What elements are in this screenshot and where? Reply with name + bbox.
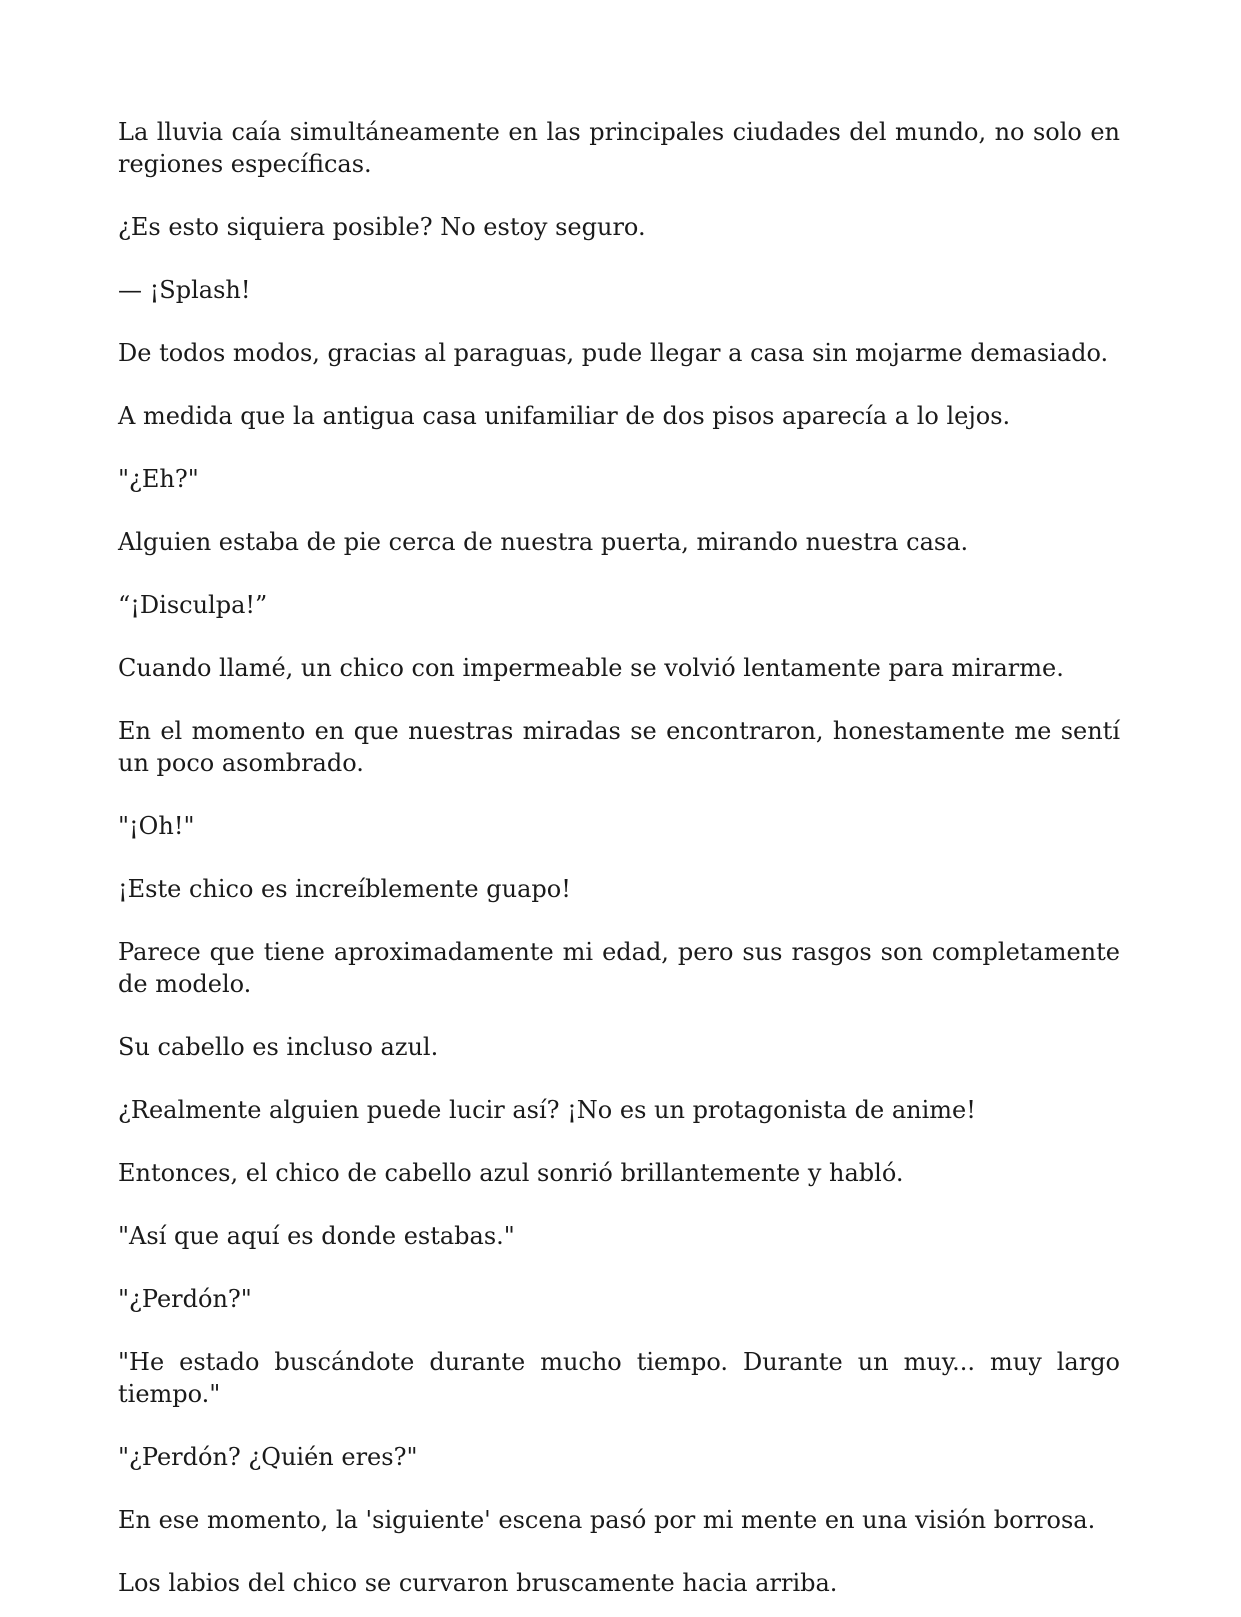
paragraph: "He estado buscándote durante mucho tiempo. Durante un muy... muy largo tiempo." [118, 1348, 1120, 1408]
paragraph: ¿Es esto siquiera posible? No estoy seguro. [118, 213, 646, 241]
paragraph: ¡Este chico es increíblemente guapo! [118, 875, 571, 903]
paragraph: Alguien estaba de pie cerca de nuestra puerta, mirando nuestra casa. [118, 528, 969, 556]
paragraph: "¿Perdón? ¿Quién eres?" [118, 1443, 418, 1471]
paragraph: Su cabello es incluso azul. [118, 1033, 439, 1061]
paragraph: — ¡Splash! [118, 276, 251, 304]
paragraph: "¡Oh!" [118, 812, 195, 840]
paragraph: "Así que aquí es donde estabas." [118, 1222, 515, 1250]
paragraph: ¿Realmente alguien puede lucir así? ¡No es un protagonista de anime! [118, 1096, 976, 1124]
paragraph: A medida que la antigua casa unifamiliar de dos pisos aparecía a lo lejos. [118, 402, 1011, 430]
paragraph: "¿Eh?" [118, 465, 199, 493]
paragraph: “¡Disculpa!” [118, 591, 268, 619]
paragraph: La lluvia caía simultáneamente en las principales ciudades del mundo, no solo en regiones específicas. [118, 118, 1120, 178]
paragraph: En el momento en que nuestras miradas se encontraron, honestamente me sentí un poco asombrado. [118, 717, 1120, 777]
paragraph: En ese momento, la 'siguiente' escena pasó por mi mente en una visión borrosa. [118, 1506, 1096, 1534]
paragraph: De todos modos, gracias al paraguas, pude llegar a casa sin mojarme demasiado. [118, 339, 1109, 367]
body-text [118, 116, 1120, 1599]
paragraph: "¿Perdón?" [118, 1285, 252, 1313]
paragraph: Cuando llamé, un chico con impermeable se volvió lentamente para mirarme. [118, 654, 1064, 682]
paragraph: Los labios del chico se curvaron bruscamente hacia arriba. [118, 1569, 838, 1597]
paragraph: Entonces, el chico de cabello azul sonrió brillantemente y habló. [118, 1159, 904, 1187]
paragraph: Parece que tiene aproximadamente mi edad, pero sus rasgos son completamente de modelo. [118, 938, 1120, 998]
